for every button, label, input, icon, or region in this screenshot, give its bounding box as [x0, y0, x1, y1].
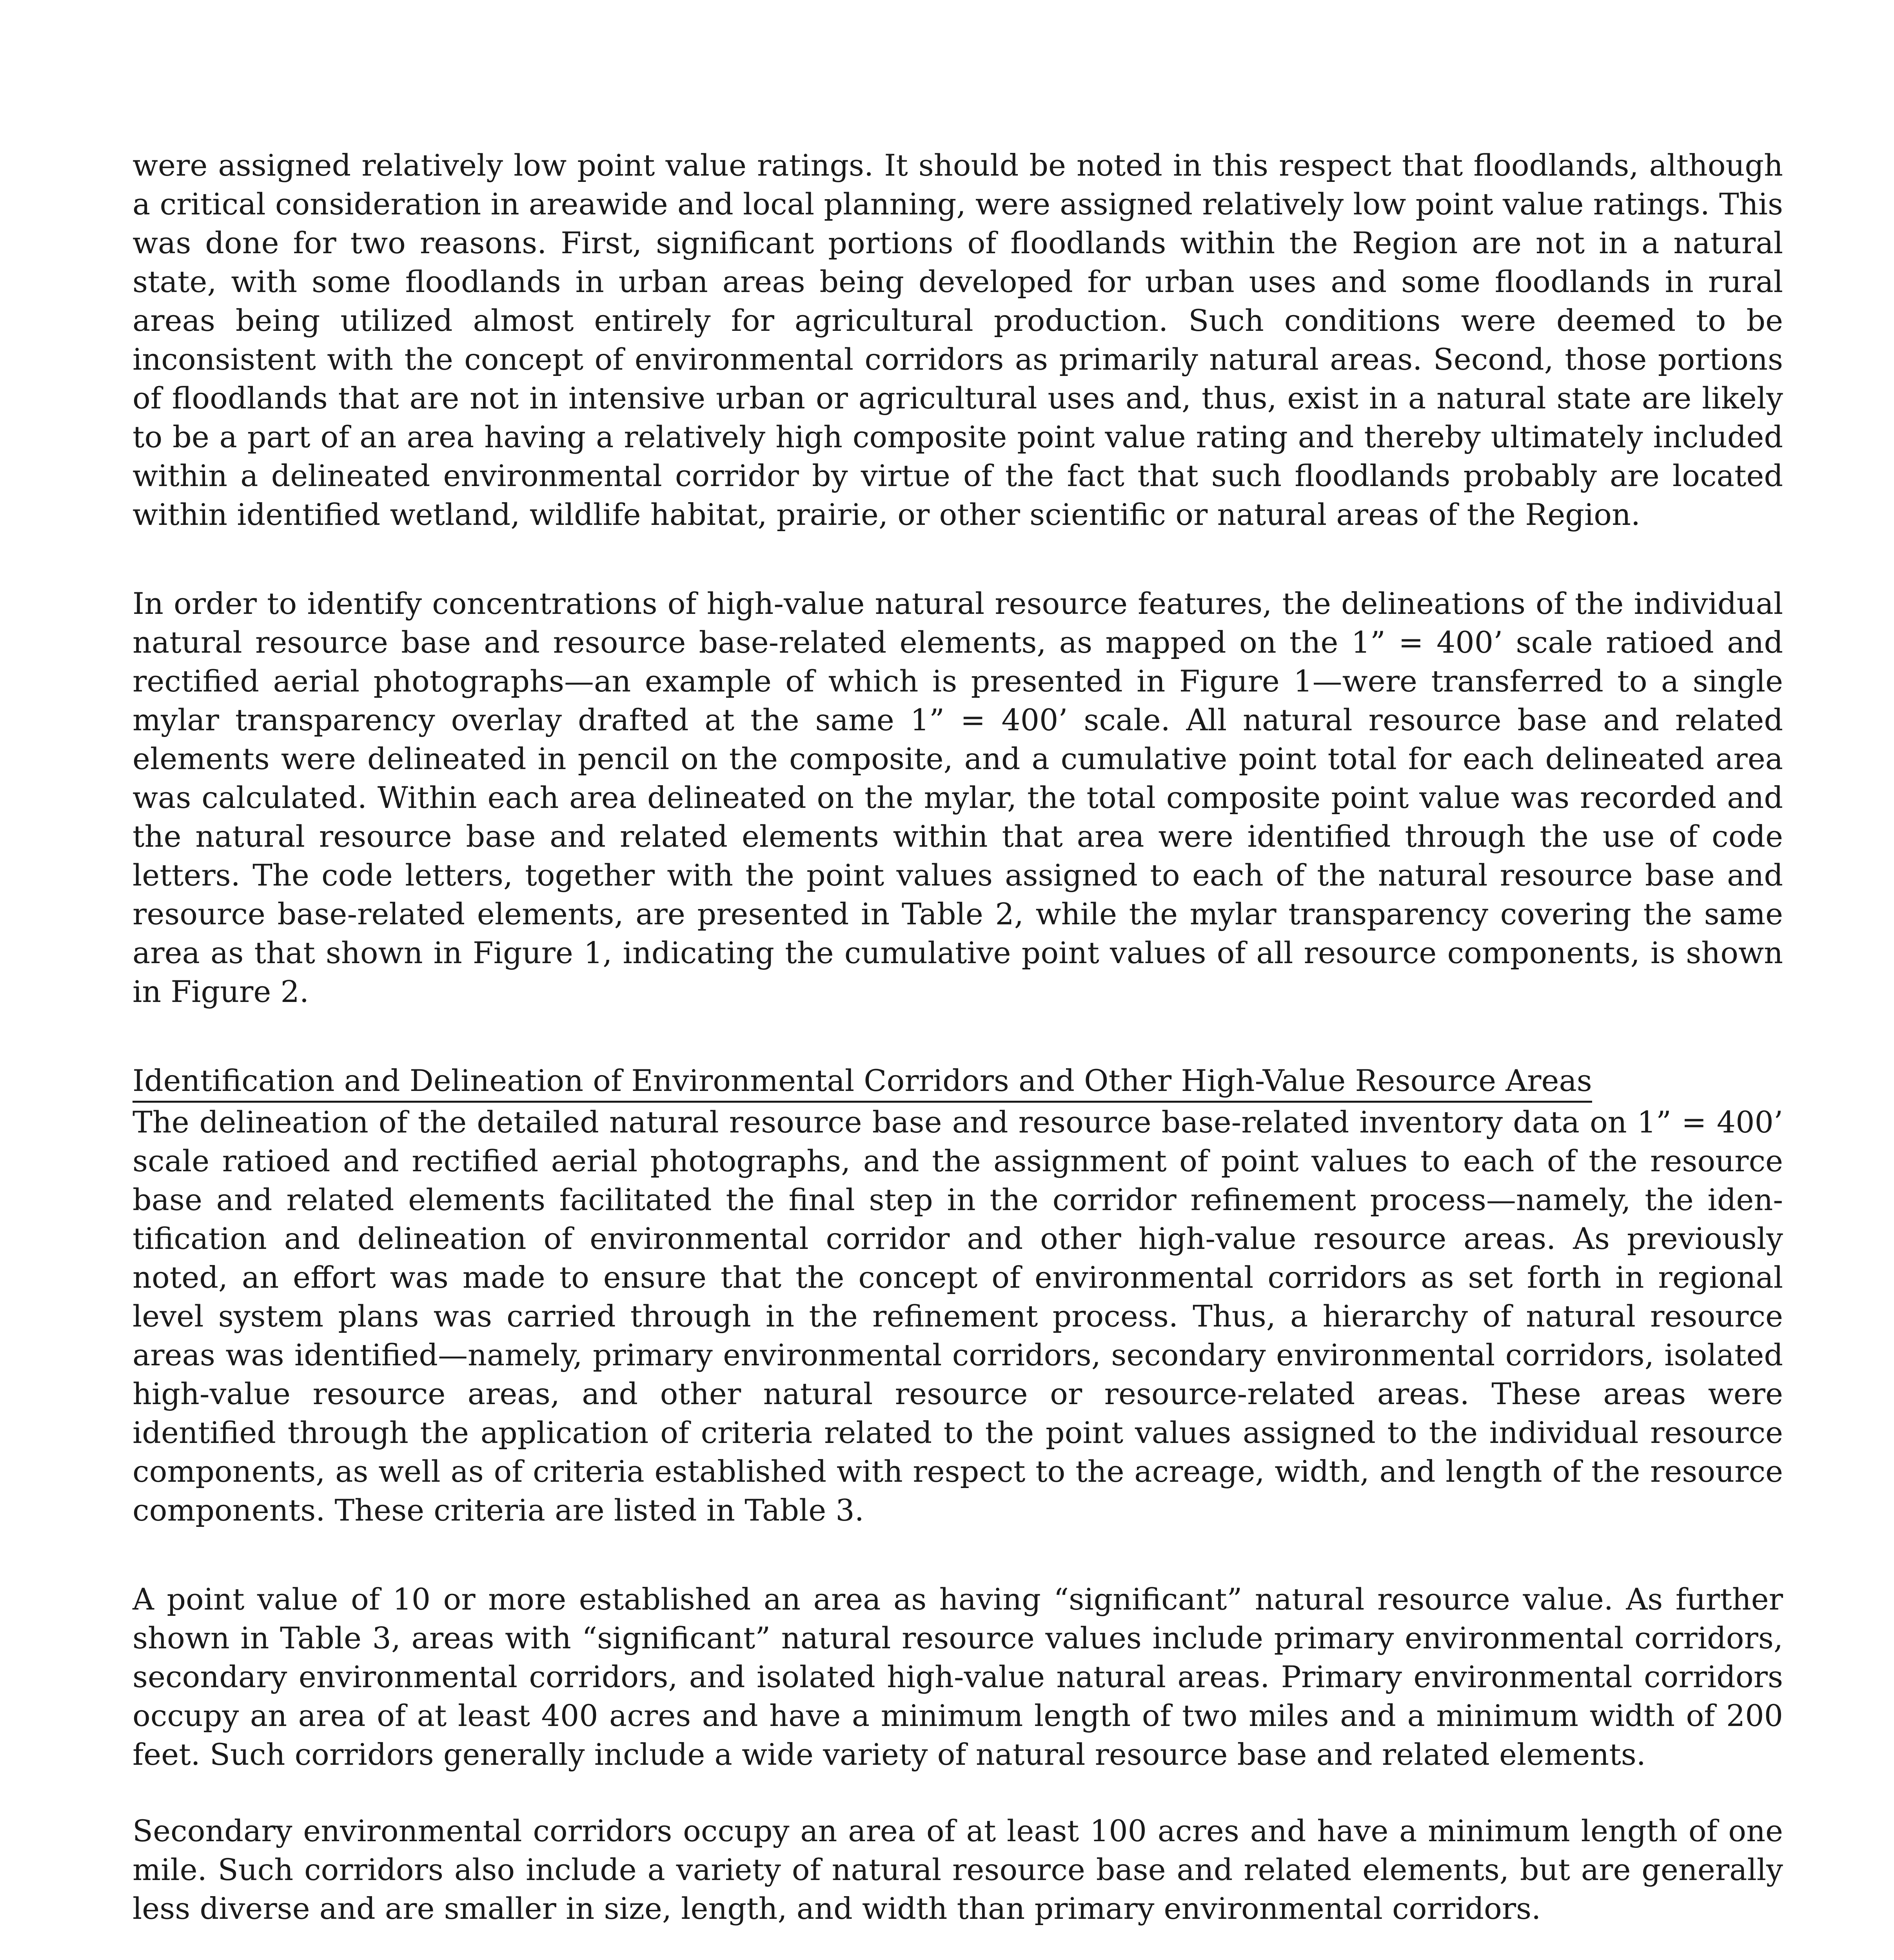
- page-body: [133, 146, 1783, 1960]
- section-heading-wrap: [133, 1061, 1783, 1103]
- paragraph-concentrations: In order to identify concentrations of high-value natural resource features, the delineations of the individual natural resource base and resource base-related elements, as mapped on the 1” = 400’ scale ratioed and rectified aerial photographs—an example of which is presented in Figure 1—were transferred to a single mylar transparency overlay drafted at the same 1” = 400’ scale. All natural resource base and related elements were delineated in pencil on the composite, and a cumulative point total for each delineated area was calculated. Within each area delineated on the mylar, the total composite point value was recorded and the natural resource base and related elements within that area were identified through the use of code letters. The code letters, together with the point values assigned to each of the natural resource base and resource base-related elements, are presented in Table 2, while the mylar transparency covering the same area as that shown in Figure 1, indicating the cumulative point values of all resource components, is shown in Figure 2.: [133, 586, 1783, 1009]
- section-heading: Identification and Delineation of Environmental Corridors and Other High-Value Resource Areas: [133, 1061, 1592, 1103]
- paragraph-point-value: A point value of 10 or more established an area as having “significant” natural resource value. As further shown in Table 3, areas with “significant” natural resource values include primary environmental corridors, secondary environmental corridors, and isolated high-value natural areas. Primary environmental corridors occupy an area of at least 400 acres and have a minimum length of two miles and a minimum width of 200 feet. Such corridors generally include a wide variety of natural resource base and related elements.: [133, 1582, 1783, 1772]
- paragraph-floodlands: were assigned relatively low point value ratings. It should be noted in this respect that floodlands, although a critical consideration in areawide and local planning, were assigned relatively low point value ratings. This was done for two reasons. First, significant portions of floodlands within the Region are not in a natural state, with some floodlands in urban areas being developed for urban uses and some floodlands in rural areas being utilized almost entirely for agricultural production. Such conditions were deemed to be inconsistent with the concept of environmental corridors as primarily natural areas. Second, those portions of floodlands that are not in intensive urban or agricultural uses and, thus, exist in a natural state are likely to be a part of an area having a relatively high composite point value rating and thereby ultimately included within a delineated environmental corridor by virtue of the fact that such floodlands probably are located within identified wetland, wildlife habitat, prairie, or other scientific or natural areas of the Region.: [133, 148, 1783, 532]
- paragraph-secondary-corridors: Secondary environmental corridors occupy an area of at least 100 acres and have a minimum length of one mile. Such corridors also include a variety of natural resource base and related elements, but are generally less diverse and are smaller in size, length, and width than primary environmental corridors.: [133, 1813, 1783, 1926]
- paragraph-delineation: The delineation of the detailed natural resource base and resource base-related inventory data on 1” = 400’ scale ratioed and rectified aerial photographs, and the assignment of point values to each of the resource base and related elements facilitated the final step in the corridor refinement process—namely, the identification and delineation of environmental corridor and other high-value resource areas. As previously noted, an effort was made to ensure that the concept of environmental corridors as set forth in regional level system plans was carried through in the refinement process. Thus, a hierarchy of natural resource areas was identified—namely, primary environmental corridors, secondary environmental corridors, isolated high-value resource areas, and other natural resource or resource-related areas. These areas were identified through the application of criteria related to the point values assigned to the individual resource components, as well as of criteria established with respect to the acreage, width, and length of the resource components. These criteria are listed in Table 3.: [133, 1105, 1783, 1528]
